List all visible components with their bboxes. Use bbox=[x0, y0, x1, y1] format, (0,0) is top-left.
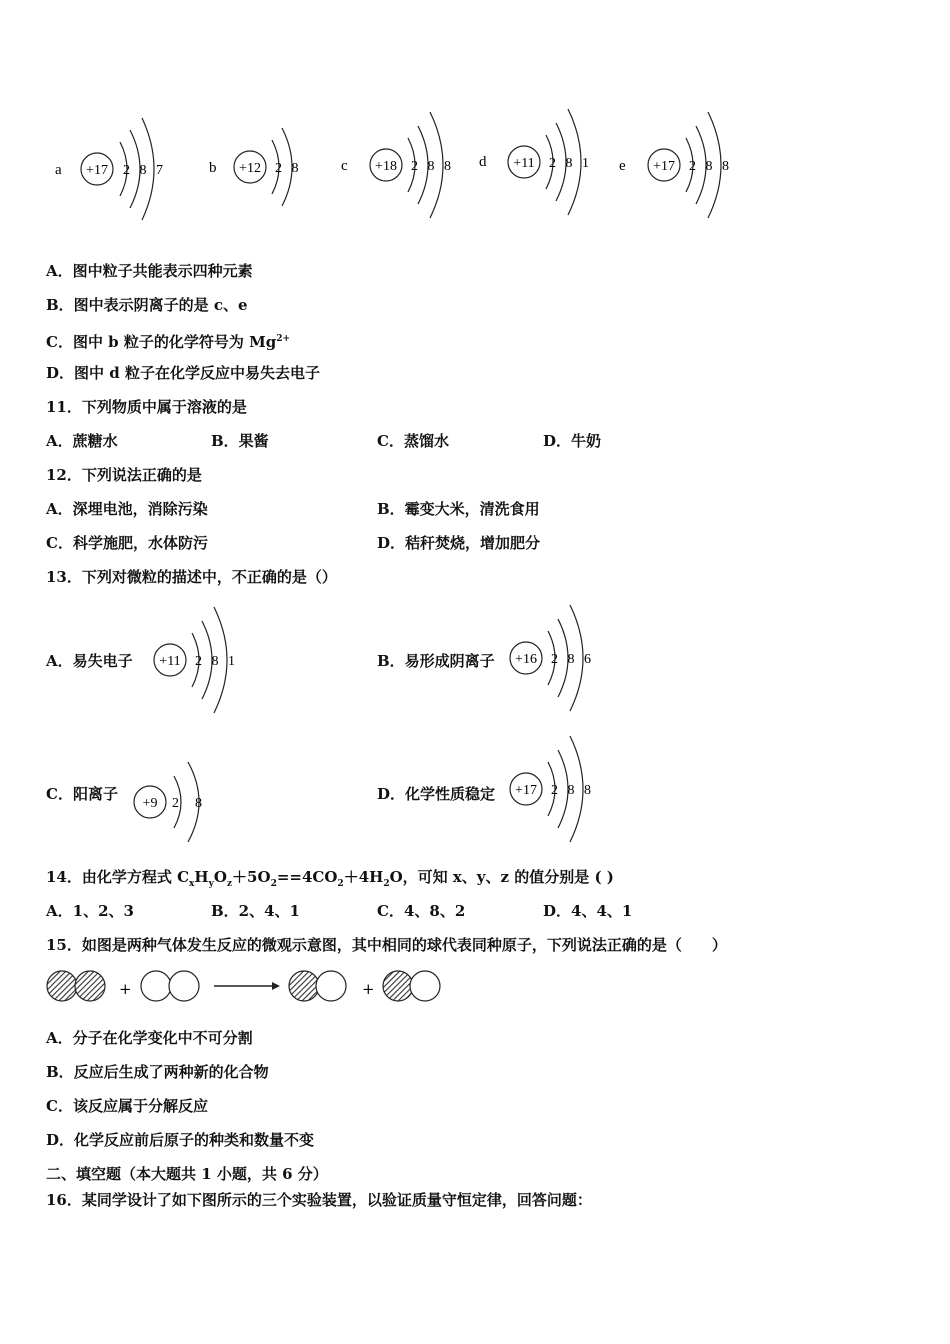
q11-option-d: D．牛奶 bbox=[543, 432, 602, 450]
q14-option-b: B．2、4、1 bbox=[211, 902, 300, 920]
q16-stem: 16．某同学设计了如下图所示的三个实验装置，以验证质量守恒定律，回答问题： bbox=[46, 1191, 592, 1209]
q13-atom-d bbox=[508, 732, 618, 851]
atom-diagram-c bbox=[336, 106, 466, 225]
q13-atom-c bbox=[128, 756, 228, 852]
subscript-x: x bbox=[189, 879, 195, 889]
nucleus-charge: +9 bbox=[142, 796, 158, 811]
charge-superscript: 2+ bbox=[276, 334, 290, 344]
atom-diagram-d bbox=[474, 104, 604, 223]
q14-option-c: C．4、8、2 bbox=[377, 902, 466, 920]
q15-option-b: B．反应后生成了两种新的化合物 bbox=[46, 1063, 269, 1081]
electron-config: 2 8 8 bbox=[411, 159, 454, 174]
q11-option-c: C．蒸馏水 bbox=[377, 432, 449, 450]
hatched-atom bbox=[75, 971, 105, 1001]
hatched-atom bbox=[383, 971, 413, 1001]
q14-rest3: ＋4H bbox=[343, 868, 384, 886]
electron-config: 2 8 1 bbox=[195, 654, 238, 669]
q11-option-a: A．蔗糖水 bbox=[46, 432, 118, 450]
diagram-label: a bbox=[55, 162, 62, 178]
q14-rest: ＋5O bbox=[232, 868, 271, 886]
q11-stem: 11．下列物质中属于溶液的是 bbox=[46, 398, 247, 416]
diagram-label: e bbox=[619, 158, 626, 174]
q14-h: H bbox=[194, 868, 209, 886]
open-atom bbox=[316, 971, 346, 1001]
q10-option-d: D．图中 d 粒子在化学反应中易失去电子 bbox=[46, 364, 320, 382]
q14-rest2: ==4CO bbox=[276, 868, 338, 886]
diagram-label: b bbox=[209, 160, 217, 176]
q13-atom-a bbox=[150, 602, 260, 721]
electron-config: 2 8 6 bbox=[551, 652, 594, 667]
q12-stem: 12．下列说法正确的是 bbox=[46, 466, 202, 484]
q13-option-a-text: A．易失电子 bbox=[46, 652, 133, 670]
electron-config: 2 8 8 bbox=[689, 159, 732, 174]
electron-config: 2 8 bbox=[275, 161, 302, 176]
nucleus-charge: +17 bbox=[653, 159, 675, 174]
q12-option-d: D．秸秆焚烧，增加肥分 bbox=[377, 534, 541, 552]
subscript-z: z bbox=[226, 879, 233, 889]
q14-stem-prefix: 14．由化学方程式 C bbox=[46, 868, 190, 886]
q14-o: O bbox=[213, 868, 227, 886]
subscript-2: 2 bbox=[383, 879, 390, 889]
subscript-y: y bbox=[208, 879, 214, 889]
q13-atom-b bbox=[506, 600, 616, 719]
q12-option-c: C．科学施肥，水体防污 bbox=[46, 534, 208, 552]
q15-stem: 15．如图是两种气体发生反应的微观示意图，其中相同的球代表同种原子，下列说法正确的是（ ） bbox=[46, 936, 727, 954]
q14-rest4: O，可知 x、y、z 的值分别是 ( ) bbox=[389, 868, 614, 886]
q14-stem bbox=[46, 867, 614, 894]
electron-config: 2 8 8 bbox=[551, 783, 594, 798]
electron-config: 2 8 1 bbox=[549, 156, 592, 171]
q12-option-a: A．深埋电池，消除污染 bbox=[46, 500, 208, 518]
nucleus-charge: +16 bbox=[515, 652, 537, 667]
open-atom bbox=[141, 971, 171, 1001]
electron-config: 2 8 7 bbox=[123, 163, 166, 178]
plus-sign: + bbox=[119, 980, 132, 998]
nucleus-charge: +11 bbox=[159, 654, 181, 669]
q14-option-a: A．1、2、3 bbox=[46, 902, 134, 920]
subscript-2: 2 bbox=[337, 879, 344, 889]
q13-option-d-text: D．化学性质稳定 bbox=[377, 785, 496, 803]
plus-sign: + bbox=[362, 980, 375, 998]
arrow-head bbox=[272, 982, 280, 990]
atom-diagram-b bbox=[204, 112, 314, 226]
q10-option-c-text: C．图中 b 粒子的化学符号为 Mg bbox=[46, 333, 277, 351]
q10-option-b: B．图中表示阴离子的是 c、e bbox=[46, 296, 248, 314]
subscript-2: 2 bbox=[270, 879, 277, 889]
hatched-atom bbox=[47, 971, 77, 1001]
q15-option-d: D．化学反应前后原子的种类和数量不变 bbox=[46, 1131, 315, 1149]
q12-option-b: B．霉变大米，清洗食用 bbox=[377, 500, 540, 518]
q15-option-c: C．该反应属于分解反应 bbox=[46, 1097, 208, 1115]
q10-option-c bbox=[46, 329, 290, 352]
electron-config: 2 8 bbox=[172, 796, 205, 811]
q15-option-a: A．分子在化学变化中不可分割 bbox=[46, 1029, 253, 1047]
nucleus-charge: +17 bbox=[86, 163, 108, 178]
q13-option-c-text: C．阳离子 bbox=[46, 785, 118, 803]
section-heading: 二、填空题（本大题共 1 小题，共 6 分） bbox=[46, 1165, 328, 1183]
nucleus-charge: +18 bbox=[375, 159, 397, 174]
q13-stem: 13．下列对微粒的描述中，不正确的是（） bbox=[46, 568, 337, 586]
open-atom bbox=[410, 971, 440, 1001]
hatched-atom bbox=[289, 971, 319, 1001]
diagram-label: c bbox=[341, 158, 348, 174]
nucleus-charge: +11 bbox=[513, 156, 535, 171]
q10-option-a: A．图中粒子共能表示四种元素 bbox=[46, 262, 253, 280]
nucleus-charge: +17 bbox=[515, 783, 537, 798]
reaction-diagram bbox=[44, 964, 454, 1012]
atom-diagram-a bbox=[50, 112, 170, 226]
q11-option-b: B．果酱 bbox=[211, 432, 269, 450]
atom-diagram-e bbox=[614, 106, 744, 225]
open-atom bbox=[169, 971, 199, 1001]
diagram-label: d bbox=[479, 154, 487, 170]
q14-option-d: D．4、4、1 bbox=[543, 902, 633, 920]
q13-option-b-text: B．易形成阴离子 bbox=[377, 652, 495, 670]
nucleus-charge: +12 bbox=[239, 161, 261, 176]
